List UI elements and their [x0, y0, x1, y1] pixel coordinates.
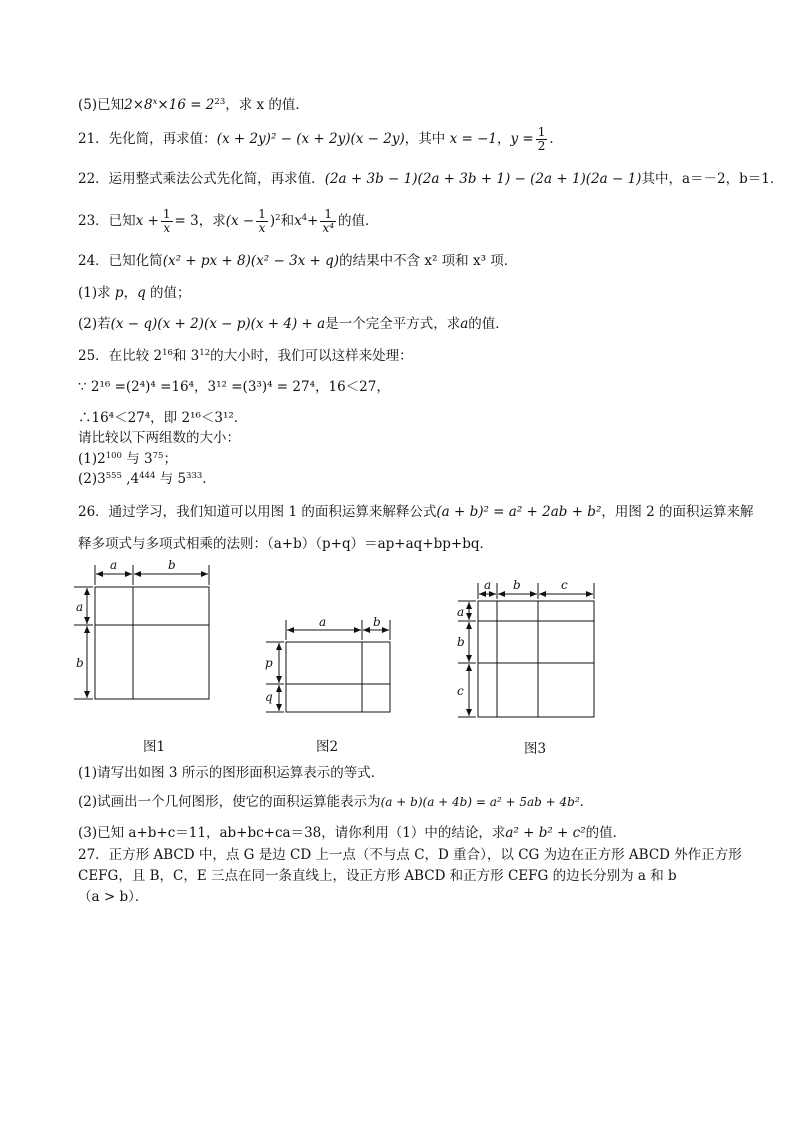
fig2-left-q: q [265, 690, 273, 704]
q25-part-1: $(1)2^{100}$ 与 $3^{75}$； [78, 451, 177, 467]
q25-part-2: $(2)3^{555}$ $,4^{444}$ 与 $5^{333}$． [78, 471, 216, 487]
fig1-left-a: a [76, 600, 84, 614]
q24-line: 24．已知化简(x² + px + 8)(x² − 3x + q)的结果中不含 x² 项和 x³ 项． [78, 253, 518, 269]
q23-line: 23．已知x + $\frac{1}{x}$ = 3，求(x − $\frac{1}{x}$ )$^2$和$x^4+$ $\frac{1}{\text{x⁴}}$ 的值． [78, 207, 379, 235]
q25-prompt: 请比较以下两组数的大小： [78, 430, 240, 446]
q24-2-line: (2)若(x − q)(x + 2)(x − p)(x + 4) + a是一个完全平方式，求a的值． [78, 316, 509, 332]
figure-2 [266, 620, 390, 712]
q25-line: 25．在比较 $2^{16}$和 $3^{12}$的大小时，我们可以这样来处理： [78, 348, 413, 364]
fig3-caption: 图3 [524, 741, 547, 757]
fig2-left-p: p [265, 656, 273, 670]
q26-2-line: (2)试画出一个几何图形，使它的面积运算能表示为(a + b)(a + 4b) = a² + 5ab + 4b²． [78, 794, 594, 810]
figure-3 [458, 583, 594, 717]
fraction-one-half: $\frac{1}{2}$ [537, 125, 546, 153]
fig1-top-b: b [168, 558, 176, 572]
q25-step-2: ∴16⁴＜27⁴，即 2¹⁶＜3¹²． [78, 410, 248, 426]
figures-area [0, 555, 794, 775]
q27-line-3: （a > b）． [78, 889, 149, 905]
q25-step-1: ∵ 2¹⁶ =(2⁴)⁴ =16⁴，3¹² =(3³)⁴ = 27⁴，16＜27， [78, 379, 390, 395]
q26-line: 26．通过学习，我们知道可以用图 1 的面积运算来解释公式(a + b)² = a² + 2ab + b²，用图 2 的面积运算来解 [78, 504, 754, 520]
fig3-left-a: a [457, 605, 465, 619]
q20-5-line: (5)已知$2\times 8^x\times 16 = 2^{23}$，求 x 的值． [78, 97, 309, 113]
fig2-top-b: b [373, 615, 381, 629]
q26-1-line: (1)请写出如图 3 所示的图形面积运算表示的等式． [78, 765, 385, 781]
fig2-top-a: a [319, 615, 327, 629]
q24-1-line: (1)求 p，q 的值； [78, 285, 191, 301]
fig3-top-b: b [513, 578, 521, 592]
fig3-top-a: a [484, 578, 492, 592]
q21-line: 21．先化简，再求值：(x + 2y)² − (x + 2y)(x − 2y)，其中 x = −1，y = $\frac{1}{2}$ ． [78, 125, 563, 153]
fig3-top-c: c [561, 578, 568, 592]
q27-line-2: CEFG，且 B，C，E 三点在同一条直线上，设正方形 ABCD 和正方形 CEFG 的边长分别为 a 和 b [78, 868, 677, 884]
fig1-caption: 图1 [143, 739, 166, 755]
q22-line: 22．运用整式乘法公式先化简，再求值．(2a + 3b − 1)(2a + 3b + 1) − (2a + 1)(2a − 1)其中，a＝－2，b＝1． [78, 171, 784, 187]
fig2-caption: 图2 [316, 739, 339, 755]
figure-1 [74, 565, 209, 699]
q27-line: 27．正方形 ABCD 中，点 G 是边 CD 上一点（不与点 C，D 重合），以 CG 为边在正方形 ABCD 外作正方形 [78, 847, 742, 863]
fig3-left-b: b [457, 635, 465, 649]
fig3-left-c: c [457, 684, 464, 698]
fig1-top-a: a [110, 558, 118, 572]
fig1-left-b: b [76, 656, 84, 670]
q26-3-line: (3)已知 a+b+c＝11，ab+bc+ca＝38，请你利用（1）中的结论，求a² + b² + c²的值． [78, 825, 627, 841]
q26-line-2: 释多项式与多项式相乘的法则：（a+b）（p+q）＝ap+aq+bp+bq． [78, 536, 493, 552]
